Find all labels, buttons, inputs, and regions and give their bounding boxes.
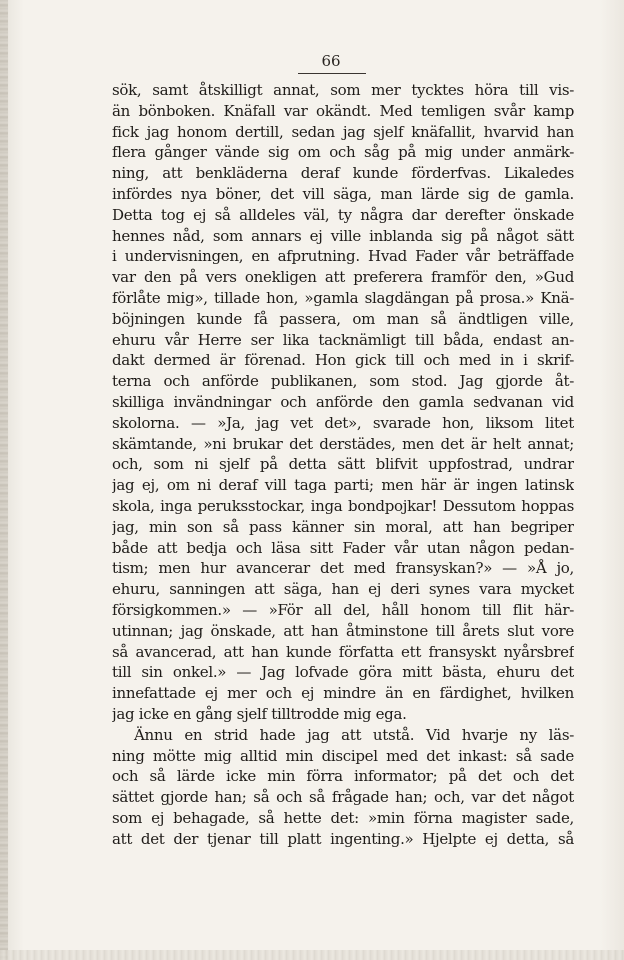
text-line-36: som ej behagade, så hette det: »min förna magister sade, xyxy=(112,808,574,827)
text-line-30: innefattade ej mer och ej mindre än en färdighet, hvilken xyxy=(112,684,574,703)
text-line-34: och så lärde icke min förra informator; på det och det xyxy=(112,767,574,786)
page-number: 66 xyxy=(321,52,341,70)
text-line-27: utinnan; jag önskade, att han åtminstone till årets slut vore xyxy=(112,621,574,640)
text-line-15: terna och anförde publikanen, som stod. Jag gjorde åt- xyxy=(112,372,574,391)
text-line-1: sök, samt åtskilligt annat, som mer tycktes höra till vis- xyxy=(112,81,574,99)
text-line-16: skilliga invändningar och anförde den gamla sedvanan vid xyxy=(112,392,574,411)
text-line-7: Detta tog ej så alldeles väl, ty några dar derefter önskade xyxy=(112,205,574,224)
text-line-37: att det der tjenar till platt ingenting.» Hjelpte ej detta, så xyxy=(112,829,574,848)
text-line-6: infördes nya böner, det vill säga, man lärde sig de gamla. xyxy=(112,184,574,203)
text-line-29: till sin onkel.» — Jag lofvade göra mitt bästa, ehuru det xyxy=(112,663,574,682)
page-number-rule xyxy=(298,73,366,74)
text-line-18: skämtande, »ni brukar det derstädes, men det är helt annat; xyxy=(112,434,574,453)
text-line-17: skolorna. — »Ja, jag vet det», svarade hon, liksom litet xyxy=(112,413,574,432)
text-line-4: flera gånger vände sig om och såg på mig under anmärk- xyxy=(112,143,574,162)
page-binding-edge xyxy=(0,0,8,960)
text-line-14: dakt dermed är förenad. Hon gick till och med in i skrif- xyxy=(112,351,574,370)
text-line-33: ning mötte mig alltid min discipel med det inkast: så sade xyxy=(112,746,574,765)
page-bottom-edge xyxy=(0,950,624,960)
text-line-19: och, som ni sjelf på detta sätt blifvit uppfostrad, undrar xyxy=(112,455,574,474)
text-line-11: förlåte mig», tillade hon, »gamla slagdängan på prosa.» Knä- xyxy=(112,288,574,307)
text-line-5: ning, att benkläderna deraf kunde förderfvas. Likaledes xyxy=(112,164,574,183)
text-line-22: jag, min son så pass känner sin moral, att han begriper xyxy=(112,517,574,536)
text-line-35: sättet gjorde han; så och så frågade han; och, var det något xyxy=(112,788,574,807)
text-line-24: tism; men hur avancerar det med fransyskan?» — »Å jo, xyxy=(112,559,574,578)
text-line-13: ehuru vår Herre ser lika tacknämligt till båda, endast an- xyxy=(112,330,574,349)
text-line-3: fick jag honom dertill, sedan jag sjelf knäfallit, hvarvid han xyxy=(112,122,574,141)
text-line-9: i undervisningen, en afprutning. Hvad Fader vår beträffade xyxy=(112,247,574,266)
text-line-28: så avancerad, att han kunde författa ett fransyskt nyårsbref xyxy=(112,642,574,661)
text-line-26: försigkommen.» — »För all del, håll honom till flit här- xyxy=(112,600,574,619)
text-line-23: både att bedja och läsa sitt Fader vår utan någon pedan- xyxy=(112,538,574,557)
text-line-25: ehuru, sanningen att säga, han ej deri synes vara mycket xyxy=(112,580,574,599)
text-line-21: skola, inga peruksstockar, inga bondpojkar! Dessutom hoppas xyxy=(112,496,574,515)
text-line-8: hennes nåd, som annars ej ville inblanda sig på något sätt xyxy=(112,226,574,245)
text-line-31: jag icke en gång sjelf tilltrodde mig ega. xyxy=(112,704,407,723)
text-line-2: än bönboken. Knäfall var okändt. Med temligen svår kamp xyxy=(112,101,574,120)
text-line-10: var den på vers onekligen att preferera framför den, »Gud xyxy=(112,268,574,287)
text-line-20: jag ej, om ni deraf vill taga parti; men här är ingen latinsk xyxy=(112,476,574,495)
text-line-12: böjningen kunde få passera, om man så ändtligen ville, xyxy=(112,309,574,328)
text-line-32: Ännu en strid hade jag att utstå. Vid hvarje ny läs- xyxy=(134,725,574,744)
body-text xyxy=(112,80,574,849)
